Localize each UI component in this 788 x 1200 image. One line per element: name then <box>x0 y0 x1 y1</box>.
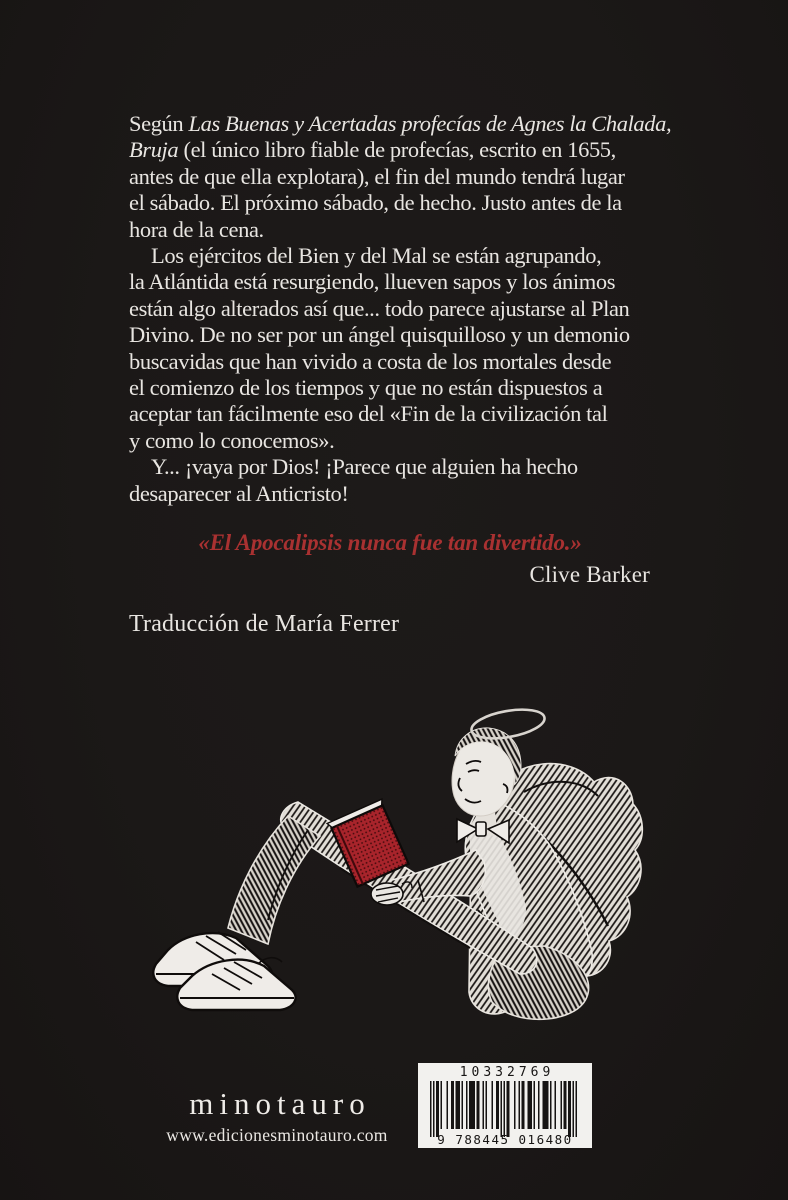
blurb-line <box>129 243 671 269</box>
blurb-run: el sábado. El próximo sábado, de hecho. Justo antes de la <box>129 190 622 216</box>
publisher-logo: minotauro <box>189 1086 371 1121</box>
angel-illustration <box>140 698 645 1030</box>
blurb-line <box>129 349 671 375</box>
synopsis-text <box>129 111 671 507</box>
blurb-run: aceptar tan fácilmente eso del «Fin de la civilización tal <box>129 401 608 427</box>
translation-credit: Traducción de María Ferrer <box>129 611 400 637</box>
publisher-block <box>148 1086 406 1146</box>
barcode-top-number: 10332769 <box>459 1065 555 1080</box>
blurb-run: Divino. De no ser por un ángel quisquilloso y un demonio <box>129 322 630 348</box>
blurb-run: Los ejércitos del Bien y del Mal se están agrupando, <box>151 243 602 269</box>
blurb-run: Y... ¡vaya por Dios! ¡Parece que alguien ha hecho <box>151 454 578 480</box>
blurb-run-italic: Las Buenas y Acertadas profecías de Agnes la Chalada, <box>188 111 672 136</box>
blurb-line <box>129 454 671 480</box>
blurb-line <box>129 111 671 137</box>
blurb-line <box>129 164 671 190</box>
blurb-run: Según <box>129 111 189 136</box>
blurb-run-italic: Bruja <box>129 137 179 163</box>
blurb-run: desaparecer al Anticristo! <box>129 480 349 506</box>
blurb-run: hora de la cena. <box>129 216 264 242</box>
barcode-bars <box>430 1081 582 1137</box>
blurb-run: buscavidas que han vivido a costa de los mortales desde <box>129 348 612 374</box>
blurb-line <box>129 296 671 322</box>
blurb-line <box>129 428 671 454</box>
blurb-line <box>129 481 671 507</box>
blurb-run: están algo alterados así que... todo parece ajustarse al Plan <box>129 295 630 321</box>
blurb-line <box>129 401 671 427</box>
blurb-run: y como lo conocemos». <box>129 427 335 453</box>
blurb-run: el comienzo de los tiempos y que no están dispuestos a <box>129 375 603 401</box>
publisher-website: www.edicionesminotauro.com <box>166 1125 388 1145</box>
barcode <box>418 1063 592 1148</box>
blurb-run: la Atlántida está resurgiendo, llueven sapos y los ánimos <box>129 269 616 295</box>
blurb-run: (el único libro fiable de profecías, escrito en 1655, <box>178 137 616 163</box>
halo <box>469 705 546 743</box>
review-quote: «El Apocalipsis nunca fue tan divertido.» <box>198 530 582 555</box>
review-attribution: Clive Barker <box>529 562 650 587</box>
blurb-line <box>129 137 671 163</box>
blurb-line <box>129 217 671 243</box>
blurb-line <box>129 322 671 348</box>
blurb-line <box>129 190 671 216</box>
blurb-run: antes de que ella explotara), el fin del mundo tendrá lugar <box>129 163 625 189</box>
barcode-isbn: 9 788445 016480 <box>437 1132 573 1147</box>
angel-illustration-svg <box>140 698 645 1030</box>
blurb-line <box>129 269 671 295</box>
blurb-line <box>129 375 671 401</box>
shin <box>228 816 320 944</box>
